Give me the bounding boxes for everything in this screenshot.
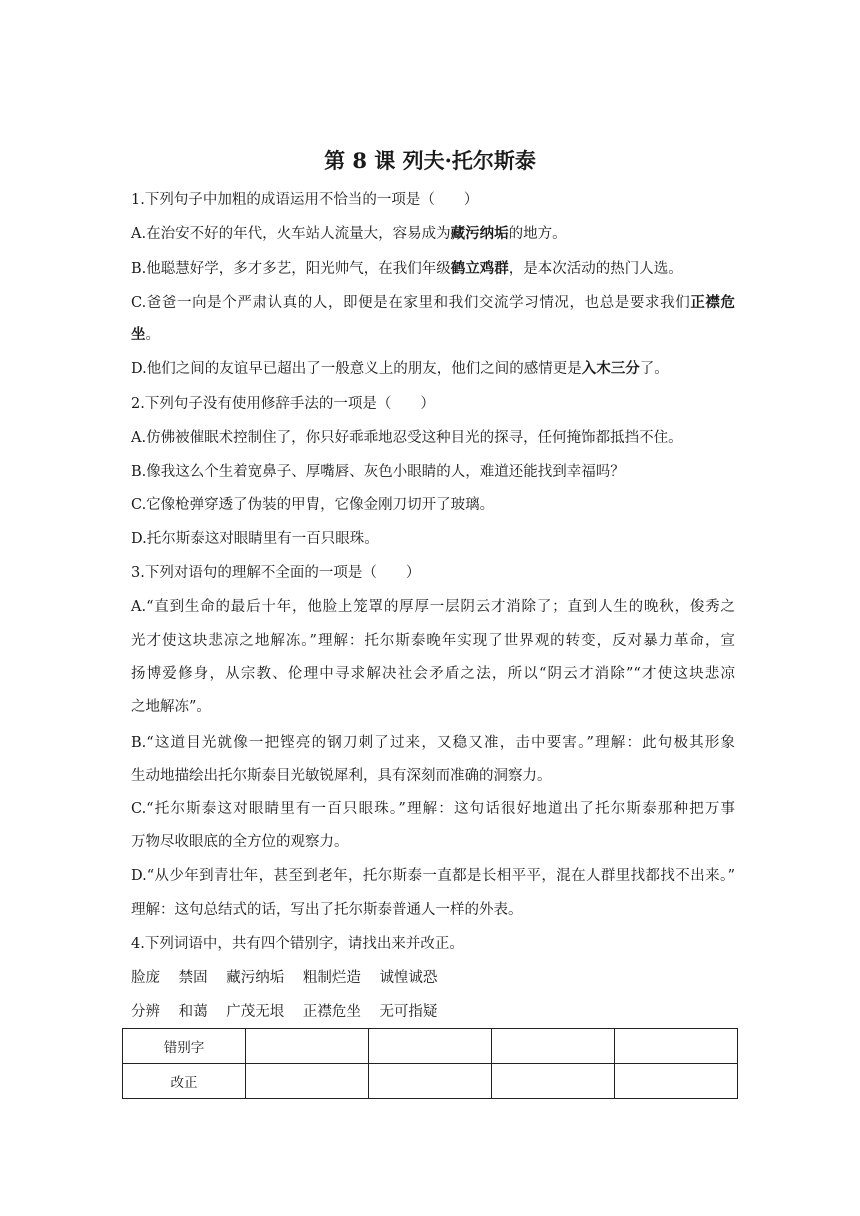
q2-option-c: C.它像枪弹穿透了伪装的甲胄，它像金刚刀切开了玻璃。: [131, 497, 495, 513]
q4-word: 无可指疑: [379, 1004, 438, 1020]
q1-a-idiom: 藏污纳垢: [450, 225, 509, 242]
q1-c-text: C.爸爸一向是个严肃认真的人，即便是在家里和我们交流学习情况，也总是要求我们: [131, 295, 691, 311]
q1-c-idiom-part1: 正襟危: [690, 294, 736, 311]
q1-b-text: B.他聪慧好学，多才多艺，阳光帅气，在我们年级: [131, 261, 451, 277]
table-row-correction: [123, 1064, 738, 1099]
q4-word: 广茂无垠: [226, 1004, 285, 1020]
answer-cell[interactable]: [492, 1029, 615, 1064]
q2-option-a: A.仿佛被催眠术控制住了，你只好乖乖地忍受这种目光的探寻，任何掩饰都抵挡不住。: [131, 430, 683, 446]
q1-option-c-line1: [131, 293, 735, 313]
q1-a-tail: 的地方。: [508, 226, 567, 242]
q3-option-d-line1: D.“从少年到青壮年，甚至到老年，托尔斯泰一直都是长相平平，混在人群里找都找不出来。”: [131, 868, 735, 884]
page-title: 第 8 课 列夫·托尔斯泰: [324, 148, 536, 173]
answer-cell[interactable]: [246, 1029, 369, 1064]
q1-b-tail: ，是本次活动的热门人选。: [508, 261, 683, 277]
q1-option-a: [131, 224, 735, 244]
q4-word: 诚惶诚恐: [379, 970, 438, 986]
answer-cell[interactable]: [369, 1029, 492, 1064]
q3-option-a-line2: 光才使这块悲凉之地解冻。”理解：托尔斯泰晚年实现了世界观的转变，反对暴力革命，宣: [131, 633, 735, 649]
q3-stem: 3.下列对语句的理解不全面的一项是（ ）: [131, 565, 421, 581]
q4-word: 粗制烂造: [302, 970, 361, 986]
q1-d-idiom: 入木三分: [581, 360, 640, 377]
q4-word: 分辨: [131, 1004, 160, 1020]
q3-option-c-line1: C.“托尔斯泰这对眼睛里有一百只眼珠。”理解：这句话很好地道出了托尔斯泰那种把万事: [131, 801, 735, 817]
q4-word: 和蔼: [178, 1004, 208, 1020]
q4-word: 藏污纳垢: [226, 970, 285, 986]
q1-option-b: [131, 259, 735, 279]
table-head-wrong-chars: 错别字: [123, 1029, 246, 1064]
q4-word: 正襟危坐: [302, 1004, 361, 1020]
q1-c-idiom-part2: 坐: [131, 326, 146, 343]
table-head-correction: 改正: [123, 1064, 246, 1099]
q3-option-a-line3: 扬博爱修身，从宗教、伦理中寻求解决社会矛盾之法，所以“阴云才消除”“才使这块悲凉: [131, 666, 735, 682]
q1-stem: 1.下列句子中加粗的成语运用不恰当的一项是（ ）: [131, 192, 479, 208]
q3-option-b-line2: 生动地描绘出托尔斯泰目光敏锐犀利，具有深刻而准确的洞察力。: [131, 768, 552, 784]
q1-option-c-line2: [131, 325, 735, 345]
q3-option-c-line2: 万物尽收眼底的全方位的观察力。: [131, 834, 349, 850]
q4-word-row-2: [131, 1002, 451, 1022]
q1-option-d: [131, 359, 735, 379]
q2-stem: 2.下列句子没有使用修辞手法的一项是（ ）: [131, 396, 435, 412]
q3-option-b-line1: B.“这道目光就像一把铿亮的钢刀刺了过来，又稳又准，击中要害。”理解：此句极其形象: [131, 735, 735, 751]
q3-option-a-line4: 之地解冻”。: [131, 699, 211, 715]
q1-b-idiom: 鹤立鸡群: [450, 260, 509, 277]
q4-word-row-1: [131, 968, 451, 988]
answer-cell[interactable]: [615, 1064, 738, 1099]
answer-cell[interactable]: [369, 1064, 492, 1099]
q4-word: 脸庞: [131, 970, 160, 986]
table-row-wrong-chars: [123, 1029, 738, 1064]
q2-option-b: B.像我这么个生着宽鼻子、厚嘴唇、灰色小眼睛的人，难道还能找到幸福吗？: [131, 464, 625, 480]
answer-cell[interactable]: [492, 1064, 615, 1099]
q3-option-d-line2: 理解：这句总结式的话，写出了托尔斯泰普通人一样的外表。: [131, 902, 523, 918]
q2-option-d: D.托尔斯泰这对眼睛里有一百只眼珠。: [131, 531, 379, 547]
q3-option-a-line1: A.“直到生命的最后十年，他脸上笼罩的厚厚一层阴云才消除了；直到人生的晚秋，俊秀之: [131, 599, 735, 615]
q1-d-tail: 了。: [639, 361, 669, 377]
q1-a-text: A.在治安不好的年代，火车站人流量大，容易成为: [131, 226, 451, 242]
q4-stem: 4.下列词语中，共有四个错别字，请找出来并改正。: [131, 936, 464, 952]
answer-table: [122, 1028, 738, 1099]
q1-c-tail: 。: [145, 327, 160, 343]
answer-cell[interactable]: [246, 1064, 369, 1099]
q4-word: 禁固: [178, 970, 208, 986]
answer-cell[interactable]: [615, 1029, 738, 1064]
q1-d-text: D.他们之间的友谊早已超出了一般意义上的朋友，他们之间的感情更是: [131, 361, 582, 377]
